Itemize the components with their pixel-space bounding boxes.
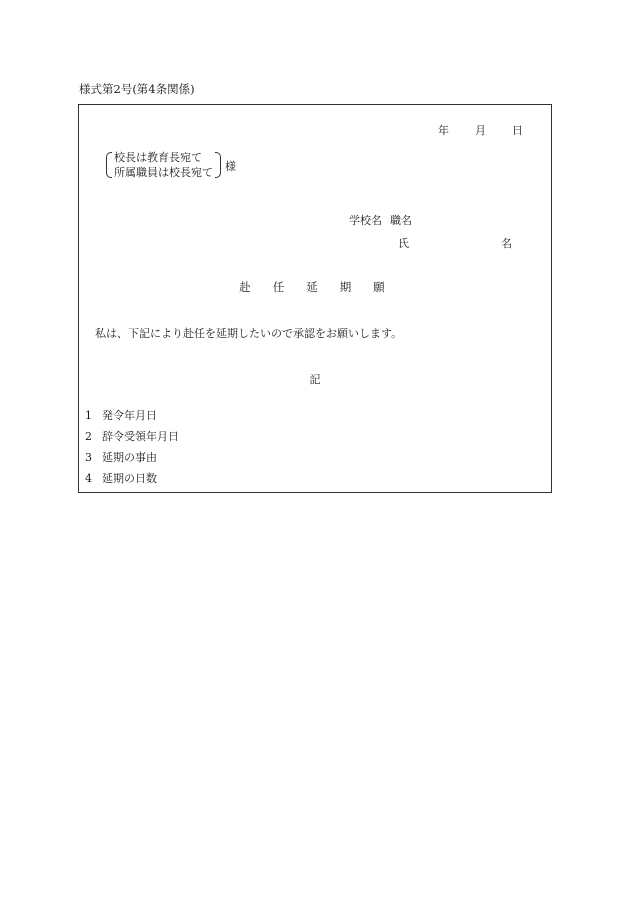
body-text: 私は、下記により赴任を延期したいので承認をお願いします。 xyxy=(95,327,403,340)
addressee-line-staff: 所属職員は校長宛て xyxy=(114,166,213,179)
name-label-family: 氏 xyxy=(398,237,409,250)
item-number: 1 xyxy=(85,409,92,422)
item-label: 発令年月日 xyxy=(102,409,157,422)
addressee xyxy=(105,150,236,180)
item-label: 延期の日数 xyxy=(102,472,157,485)
title-char: 願 xyxy=(373,280,385,294)
item-number: 4 xyxy=(85,472,92,485)
list-item xyxy=(85,468,179,489)
title-char: 任 xyxy=(272,280,285,294)
list-item xyxy=(85,405,179,426)
date-day-label: 日 xyxy=(512,124,523,137)
title-char: 赴 xyxy=(239,280,251,294)
ki-heading: 記 xyxy=(309,373,321,386)
document-title xyxy=(79,279,551,295)
item-number: 3 xyxy=(85,451,92,464)
addressee-bracket xyxy=(105,150,222,180)
title-char: 期 xyxy=(339,280,352,294)
position-label: 職名 xyxy=(390,214,412,227)
items-list xyxy=(85,405,179,489)
date-month-label: 月 xyxy=(475,124,486,137)
form-number: 様式第2号(第4条関係) xyxy=(79,82,195,96)
item-label: 辞令受領年月日 xyxy=(102,430,179,443)
list-item xyxy=(85,426,179,447)
date-line xyxy=(438,122,523,138)
addressee-honorific: 様 xyxy=(225,160,236,173)
title-char: 延 xyxy=(306,280,318,294)
item-label: 延期の事由 xyxy=(102,451,157,464)
form-frame xyxy=(78,104,552,493)
list-item xyxy=(85,447,179,468)
item-number: 2 xyxy=(85,430,92,443)
date-year-label: 年 xyxy=(438,124,449,137)
addressee-line-principal: 校長は教育長宛て xyxy=(114,151,202,164)
school-line xyxy=(349,212,412,228)
name-line xyxy=(398,235,512,251)
name-label-given: 名 xyxy=(501,237,512,250)
school-name-label: 学校名 xyxy=(349,214,382,227)
